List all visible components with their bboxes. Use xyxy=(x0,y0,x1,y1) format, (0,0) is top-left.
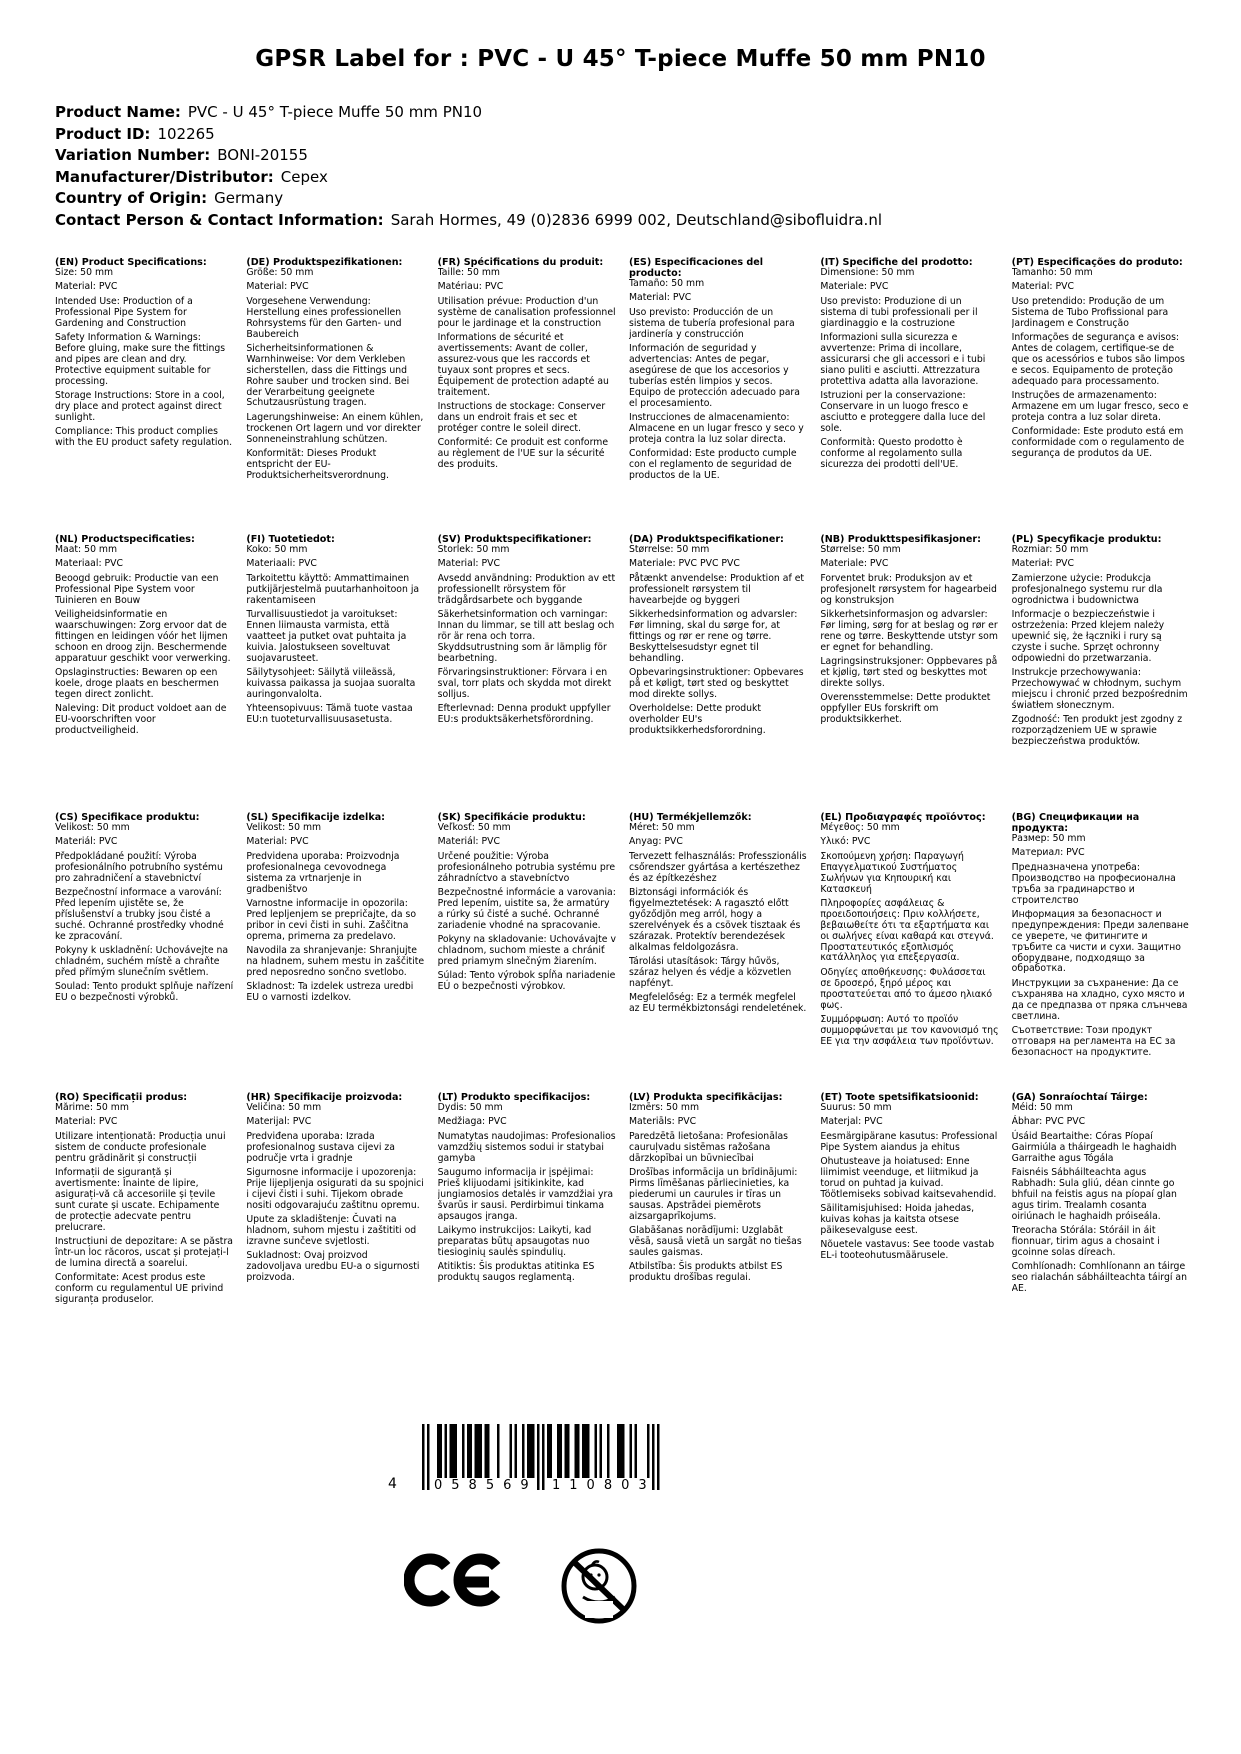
spec-block-sl xyxy=(246,812,424,1092)
spec-paragraph: Material: PVC xyxy=(55,281,118,293)
spec-paragraph: Konformität: Dieses Produkt entspricht der EU-Produktsicherheitsverordnung. xyxy=(246,448,390,481)
spec-block-sv xyxy=(438,534,616,812)
spec-paragraph: Naleving: Dit product voldoet aan de EU-voorschriften voor productveiligheid. xyxy=(55,703,227,737)
spec-paragraph: Určené použitie: Výroba profesionálneho potrubia systému pre záhradníctvo a stavebníctvo xyxy=(437,850,616,884)
spec-paragraph: Tarkoitettu käyttö: Ammattimainen putkijärjestelmä puutarhanhoitoon ja rakentamiseen xyxy=(246,572,420,606)
spec-paragraph: Tamaño: 50 mm xyxy=(628,278,705,289)
spec-paragraph: Conformitate: Acest produs este conform cu regulamentul UE privind siguranța produselor. xyxy=(55,1272,224,1305)
spec-paragraph: Upute za skladištenje: Čuvati na hladnom, suhom mjestu i zaštititi od izravne sunčeve svjetlosti. xyxy=(246,1214,417,1247)
product-info-label: Contact Person & Contact Information: xyxy=(55,210,384,229)
spec-paragraph: Dydis: 50 mm xyxy=(437,1102,503,1113)
spec-paragraph: Paredzētā lietošana: Profesionālas cauruļvadu sistēmas ražošana dārzkopībai un būvniecībai xyxy=(628,1130,789,1164)
spec-paragraph: Forventet bruk: Produksjon av et profesjonelt rørsystem for hagearbeid og konstruksjon xyxy=(820,572,997,606)
spec-paragraph: Materiál: PVC xyxy=(437,836,500,848)
spec-paragraph: Pokyny k uskladnění: Uchovávejte na chladném, suchém místě a chraňte před přímým slunečním světlem. xyxy=(55,945,229,978)
spec-paragraph: Vorgesehene Verwendung: Herstellung eines professionellen Rohrsystems für den Garten- und Baubereich xyxy=(246,295,402,340)
spec-block-da xyxy=(629,534,807,812)
spec-paragraph: Bezpečnostní informace a varování: Před lepením ujistěte se, že příslušenství a trubky jsou čisté a suché. Ochranné prostředky vhodné ke zpracování. xyxy=(55,887,224,942)
spec-block-lv xyxy=(629,1092,807,1392)
spec-paragraph: Méret: 50 mm xyxy=(628,822,695,833)
spec-paragraph: Skladnost: Ta izdelek ustreza uredbi EU o varnosti izdelkov. xyxy=(246,981,414,1004)
spec-paragraph: Sikkerhetsinformasjon og advarsler: Før liming, sørg for at beslag og rør er rene og tørre. Beskyttende utstyr som er egnet for behandling. xyxy=(820,609,998,653)
spec-paragraph: Avsedd användning: Produktion av ett professionellt rörsystem för trädgårdsarbete och byggande xyxy=(437,572,616,606)
spec-block-sk xyxy=(438,812,616,1092)
spec-paragraph: Tárolási utasítások: Tárgy hűvös, száraz helyen és védje a közvetlen napfényt. xyxy=(628,955,792,989)
spec-paragraph: Koko: 50 mm xyxy=(246,544,308,555)
spec-paragraph: Säilitamisjuhised: Hoida jahedas, kuivas kohas ja kaitsta otsese päikesevalguse eest. xyxy=(820,1203,975,1237)
spec-paragraph: Ohutusteave ja hoiatused: Enne liimimist veenduge, et liitmikud ja torud on puhtad ja kuivad. Töötlemiseks sobivad kaitsevahendid. xyxy=(820,1156,997,1200)
barcode-lead-digit: 4 xyxy=(388,1476,397,1492)
product-info-row xyxy=(55,145,1186,167)
spec-paragraph: Größe: 50 mm xyxy=(246,267,314,278)
spec-block-de xyxy=(246,257,424,534)
spec-block-heading: (DA) Produktspecifikationer: xyxy=(628,534,784,545)
spec-paragraph: Предназначена употреба: Производство на професионална тръба за градинарство и строителство xyxy=(1011,861,1176,906)
spec-paragraph: Conformité: Ce produit est conforme au règlement de l'UE sur la sécurité des produits. xyxy=(437,437,609,470)
spec-paragraph: Predviđena uporaba: Izrada profesionalnog sustava cijevi za područje vrta i gradnje xyxy=(246,1130,395,1164)
spec-paragraph: Sikkerhedsinformation og advarsler: Før limning, skal du sørge for, at fittings og rør er rene og tørre. Beskyttelsesudstyr egnet til behandling. xyxy=(628,609,798,664)
spec-block-fr xyxy=(438,257,616,534)
spec-paragraph: Turvallisuustiedot ja varoitukset: Ennen liimausta varmista, että vaatteet ja putket ovat puhtaita ja kuivia. Jalostukseen soveltuvat suojavarusteet. xyxy=(246,609,407,664)
spec-block-heading: (HR) Specifikacije proizvoda: xyxy=(246,1092,403,1103)
spec-paragraph: Påtænkt anvendelse: Produktion af et professionelt rørsystem til havearbejde og byggeri xyxy=(628,572,805,606)
spec-paragraph: Instrucțiuni de depozitare: A se păstra într-un loc răcoros, uscat și protejați-l de lumina directă a soarelui. xyxy=(55,1235,233,1269)
product-info-value: Cepex xyxy=(280,167,328,186)
spec-paragraph: Materiał: PVC xyxy=(1011,558,1075,570)
spec-paragraph: Varnostne informacije in opozorila: Pred lepljenjem se prepričajte, da so pribor in cevi čisti in suhi. Zaščitna oprema, primerna za predelavo. xyxy=(246,897,417,942)
spec-paragraph: Materiale: PVC PVC PVC xyxy=(628,558,740,570)
barcode-left-digits: 058569 xyxy=(434,1478,538,1493)
spec-paragraph: Υλικό: PVC xyxy=(820,836,871,848)
spec-block-heading: (EL) Προδιαγραφές προϊόντος: xyxy=(820,812,986,823)
product-info-value: 102265 xyxy=(157,124,215,143)
spec-block-pt xyxy=(1012,257,1190,534)
spec-paragraph: Πληροφορίες ασφάλειας & προειδοποιήσεις: Πριν κολλήσετε, βεβαιωθείτε ότι τα εξαρτήματα και οι σωλήνες είναι καθαρά και στεγνά. Προστατευτικός εξοπλισμός κατάλληλος για επεξεργασία. xyxy=(820,897,994,964)
spec-paragraph: Velikost: 50 mm xyxy=(55,822,130,833)
spec-block-heading: (LT) Produkto specifikacijos: xyxy=(437,1092,591,1103)
spec-paragraph: Megfelelőség: Ez a termék megfelel az EU termékbiztonsági rendeletének. xyxy=(628,992,807,1015)
spec-block-heading: (FI) Tuotetiedot: xyxy=(246,534,335,545)
spec-paragraph: Suurus: 50 mm xyxy=(820,1102,892,1113)
spec-paragraph: Σκοπούμενη χρήση: Παραγωγή Επαγγελματικού Συστήματος Σωλήνων για Κηπουρική και Κατασκευή xyxy=(820,850,964,895)
spec-paragraph: Förvaringsinstruktioner: Förvara i en sval, torr plats och skydda mot direkt solljus. xyxy=(437,667,612,700)
product-info-row xyxy=(55,102,1186,124)
spec-paragraph: Conformidade: Este produto está em conformidade com o regulamento de segurança de produtos da UE. xyxy=(1011,426,1185,460)
spec-paragraph: Material: PVC xyxy=(55,1116,118,1128)
barcode-right-digits: 110803 xyxy=(552,1478,656,1493)
spec-paragraph: Saugumo informacija ir įspėjimai: Prieš klijuodami įsitikinkite, kad jungiamosios detalės ir vamzdžiai yra švarūs ir sausi. Perdirbimui tinkama apsaugos įranga. xyxy=(437,1167,614,1222)
spec-paragraph: Materiaali: PVC xyxy=(246,558,317,570)
spec-paragraph: Instrucciones de almacenamiento: Almacene en un lugar fresco y seco y proteja contra la luz solar directa. xyxy=(628,411,804,445)
spec-paragraph: Informacje o bezpieczeństwie i ostrzeżenia: Przed klejem należy upewnić się, że łączniki i rury są czyste i suche. Sprzęt ochronny odpowiedni do przetwarzania. xyxy=(1011,609,1165,664)
spec-paragraph: Sicherheitsinformationen & Warnhinweise: Vor dem Verkleben sicherstellen, dass die Fittings und Rohre sauber und trocken sind. Bei der Verarbeitung geeignete Schutzausrüstung tragen. xyxy=(246,342,410,409)
spec-block-heading: (CS) Specifikace produktu: xyxy=(55,812,200,823)
spec-paragraph: Velikost: 50 mm xyxy=(246,822,322,833)
spec-block-heading: (FR) Spécifications du produit: xyxy=(437,257,604,268)
spec-block-heading: (GA) Sonraíochtaí Táirge: xyxy=(1011,1092,1148,1103)
product-info-label: Product ID: xyxy=(55,124,151,143)
spec-paragraph: Drošības informācija un brīdinājumi: Pirms līmēšanas pārliecinieties, ka piederumi un caurules ir tīras un sausas. Apstrādei piemērots aizsargaprīkojums. xyxy=(628,1167,798,1222)
spec-block-heading: (HU) Termékjellemzők: xyxy=(628,812,752,823)
spec-paragraph: Instruções de armazenamento: Armazene em um lugar fresco, seco e proteja contra a luz solar direta. xyxy=(1011,390,1189,423)
spec-paragraph: Conformità: Questo prodotto è conforme al regolamento sulla sicurezza dei prodotti dell'UE. xyxy=(820,437,963,470)
product-info-row xyxy=(55,210,1186,232)
spec-paragraph: Faisnéis Sábháilteachta agus Rabhadh: Sula gliú, déan cinnte go bhfuil na feistis agus na píopaí glan agus tirim. Trealamh cosanta oiriúnach le haghaidh próiseála. xyxy=(1011,1167,1177,1222)
spec-paragraph: Předpokládané použití: Výroba profesionálního potrubního systému pro zahradničení a stavebnictví xyxy=(55,850,223,884)
spec-paragraph: Taille: 50 mm xyxy=(437,267,500,278)
spec-paragraph: Lagringsinstruksjoner: Oppbevares på et kjølig, tørt sted og beskyttes mot direkte sollys. xyxy=(820,656,998,689)
spec-paragraph: Sukladnost: Ovaj proizvod zadovoljava uredbu EU-a o sigurnosti proizvoda. xyxy=(246,1250,420,1284)
product-info-label: Variation Number: xyxy=(55,146,211,164)
spec-block-bg xyxy=(1012,812,1190,1092)
page-title: GPSR Label for : PVC - U 45° T-piece Muffe 50 mm PN10 xyxy=(255,46,986,72)
spec-paragraph: Информация за безопасност и предупреждения: Преди залепване се уверете, че фитингите и тръбите са чисти и сухи. Защитно оборудване, подходящо за обработка. xyxy=(1011,908,1189,975)
spec-paragraph: Laikymo instrukcijos: Laikyti, kad preparatas būtų apsaugotas nuo tiesioginių saulės spindulių. xyxy=(437,1225,592,1258)
spec-paragraph: Yhteensopivuus: Tämä tuote vastaa EU:n tuoteturvallisuusasetusta. xyxy=(246,703,413,726)
spec-paragraph: Uso previsto: Producción de un sistema de tubería profesional para jardinería y construcción xyxy=(628,306,795,340)
spec-paragraph: Veľkosť: 50 mm xyxy=(437,822,511,833)
spec-paragraph: Size: 50 mm xyxy=(55,267,114,278)
spec-paragraph: Eesmärgipärane kasutus: Professional Pipe System aiandus ja ehitus xyxy=(820,1130,998,1153)
spec-block-heading: (NB) Produkttspesifikasjoner: xyxy=(820,534,981,545)
spec-block-heading: (ES) Especificaciones del producto: xyxy=(628,257,764,279)
spec-paragraph: Materiale: PVC xyxy=(820,558,889,570)
spec-block-hu xyxy=(629,812,807,1092)
spec-paragraph: Informations de sécurité et avertissements: Avant de coller, assurez-vous que les raccords et tuyaux sont propres et secs. Équipement de protection adapté au traitement. xyxy=(437,332,609,398)
spec-block-fi xyxy=(246,534,424,812)
product-info-row xyxy=(55,188,1186,210)
spec-block-heading: (SV) Produktspecifikationer: xyxy=(437,534,592,545)
spec-paragraph: Zamierzone użycie: Produkcja profesjonalnego systemu rur dla ogrodnictwa i budownictwa xyxy=(1011,572,1163,606)
spec-block-heading: (SL) Specifikacije izdelka: xyxy=(246,812,386,823)
product-info-list xyxy=(55,102,1186,231)
spec-paragraph: Comhlíonadh: Comhlíonann an táirge seo rialachán sábháilteachta táirgí an AE. xyxy=(1011,1261,1187,1295)
barcode xyxy=(388,1424,678,1506)
spec-paragraph: Tervezett felhasználás: Professzionális csőrendszer gyártása a kertészethez és az építkezéshez xyxy=(628,850,807,884)
spec-block-it xyxy=(820,257,998,534)
spec-paragraph: Biztonsági információk és figyelmeztetések: A ragasztó előtt győződjön meg arról, hogy a szerelvények és a csövek tisztaak és szárazak. Protektív berendezések alkalmas feldolgozásra. xyxy=(628,887,801,953)
spec-paragraph: Efterlevnad: Denna produkt uppfyller EU:s produktsäkerhetsförordning. xyxy=(437,703,611,726)
spec-block-ga xyxy=(1012,1092,1190,1392)
spec-grid xyxy=(55,257,1190,1392)
spec-paragraph: Størrelse: 50 mm xyxy=(628,544,710,555)
spec-paragraph: Glabāšanas norādījumi: Uzglabāt vēsā, sausā vietā un sargāt no tiešas saules gaismas. xyxy=(628,1225,802,1258)
spec-block-es xyxy=(629,257,807,534)
spec-paragraph: Utilizare intenționată: Producția unui sistem de conducte profesionale pentru grădinărit și construcții xyxy=(55,1130,226,1164)
spec-paragraph: Opbevaringsinstruktioner: Opbevares på et køligt, tørt sted og beskyttet mod direkte sollys. xyxy=(628,667,804,700)
spec-paragraph: Material: PVC xyxy=(1011,281,1074,293)
spec-block-pl xyxy=(1012,534,1190,812)
spec-paragraph: Storage Instructions: Store in a cool, dry place and protect against direct sunlight. xyxy=(55,390,225,423)
product-info-value: PVC - U 45° T-piece Muffe 50 mm PN10 xyxy=(187,103,483,121)
product-info-label: Country of Origin: xyxy=(55,189,208,207)
spec-paragraph: Zgodność: Ten produkt jest zgodny z rozporządzeniem UE w sprawie bezpieczeństwa produktów. xyxy=(1011,714,1183,747)
spec-paragraph: Sigurnosne informacije i upozorenja: Prije lijepljenja osigurati da su spojnici i cijevi čisti i suhi. Tijekom obrade nositi odgovarajuću zaštitnu opremu. xyxy=(246,1167,424,1211)
product-info-value: BONI-20155 xyxy=(217,146,308,164)
spec-paragraph: Informazioni sulla sicurezza e avvertenze: Prima di incollare, assicurarsi che gli accessori e i tubi siano puliti e asciutti. Attrezzatura protettiva adatta alla lavorazione. xyxy=(820,332,986,387)
spec-paragraph: Ábhar: PVC PVC xyxy=(1011,1116,1086,1128)
spec-paragraph: Overholdelse: Dette produkt overholder EU's produktsikkerhedsforordning. xyxy=(628,703,766,737)
spec-paragraph: Informações de segurança e avisos: Antes de colagem, certifique-se de que os acessórios e tubos são limpos e secos. Equipamento de proteção adequado para processamento. xyxy=(1011,332,1185,387)
ce-mark-icon xyxy=(404,1550,506,1614)
product-info-value: Sarah Hormes, 49 (0)2836 6999 002, Deutschland@sibofluidra.nl xyxy=(390,210,882,229)
spec-paragraph: Atitiktis: Šis produktas atitinka ES produktų saugos reglamentą. xyxy=(437,1261,595,1284)
spec-paragraph: Predvidena uporaba: Proizvodnja profesionalnega cevovodnega sistema za vrtnarjenje in gradbeništvo xyxy=(246,850,400,895)
spec-paragraph: Maat: 50 mm xyxy=(55,544,118,555)
spec-paragraph: Materiale: PVC xyxy=(820,281,889,293)
spec-paragraph: Material: PVC xyxy=(246,836,309,848)
spec-paragraph: Mărime: 50 mm xyxy=(55,1102,129,1113)
spec-paragraph: Material: PVC xyxy=(437,558,500,570)
spec-block-heading: (EN) Product Specifications: xyxy=(55,257,207,268)
age-warning-icon xyxy=(558,1545,640,1627)
spec-paragraph: Matériau: PVC xyxy=(437,281,504,293)
product-info-value: Germany xyxy=(214,189,284,207)
product-info-row xyxy=(55,124,1186,146)
spec-paragraph: Úsáid Beartaithe: Córas Píopaí Gairmiúla a tháirgeadh le haghaidh Garraithe agus Tógála xyxy=(1011,1130,1177,1164)
spec-paragraph: Informații de siguranță și avertismente: Înainte de lipire, asigurați-vă că accesoriile și țevile sunt curate și uscate. Echipamente de protecție adecvate pentru prelucrare. xyxy=(55,1167,220,1233)
spec-paragraph: Treoracha Stórála: Stóráil in áit fionnuar, tirim agus a chosaint i gcoinne solas díreach. xyxy=(1011,1225,1160,1258)
spec-block-heading: (PT) Especificações do produto: xyxy=(1011,257,1183,268)
spec-paragraph: Материал: PVC xyxy=(1011,847,1085,859)
spec-paragraph: Storlek: 50 mm xyxy=(437,544,510,555)
spec-block-heading: (RO) Specificații produs: xyxy=(55,1092,188,1103)
spec-paragraph: Säilytysohjeet: Säilytä viileässä, kuivassa paikassa ja suojaa suoralta auringonvalolta. xyxy=(246,667,416,700)
spec-paragraph: Istruzioni per la conservazione: Conservare in un luogo fresco e asciutto e proteggere dalla luce del sole. xyxy=(820,390,986,434)
spec-paragraph: Materjal: PVC xyxy=(820,1116,883,1128)
spec-block-nl xyxy=(55,534,233,812)
spec-paragraph: Navodila za shranjevanje: Shranjujte na hladnem, suhem mestu in zaščitite pred neposredno sončno svetlobo. xyxy=(246,945,425,978)
spec-paragraph: Materijal: PVC xyxy=(246,1116,312,1128)
spec-paragraph: Veiligheidsinformatie en waarschuwingen: Zorg ervoor dat de fittingen en leidingen vóór het lijmen schoon en droog zijn. Beschermende apparatuur geschikt voor verwerking. xyxy=(55,609,231,664)
spec-block-heading: (PL) Specyfikacje produktu: xyxy=(1011,534,1162,545)
spec-paragraph: Instrukcje przechowywania: Przechowywać w chłodnym, suchym miejscu i chronić przed bezpośrednim światłem słonecznym. xyxy=(1011,667,1188,711)
spec-paragraph: Συμμόρφωση: Αυτό το προϊόν συμμορφώνεται με τον κανονισμό της ΕΕ για την ασφάλεια των προϊόντων. xyxy=(820,1014,999,1047)
spec-paragraph: Méid: 50 mm xyxy=(1011,1102,1073,1113)
spec-block-heading: (NL) Productspecificaties: xyxy=(55,534,195,545)
spec-paragraph: Dimensione: 50 mm xyxy=(820,267,915,278)
spec-paragraph: Medžiaga: PVC xyxy=(437,1116,507,1128)
spec-paragraph: Material: PVC xyxy=(246,281,309,293)
spec-paragraph: Súlad: Tento výrobok spĺňa nariadenie EÚ o bezpečnosti výrobkov. xyxy=(437,970,616,993)
spec-block-nb xyxy=(820,534,998,812)
spec-paragraph: Overensstemmelse: Dette produktet oppfyller EUs forskrift om produktsikkerhet. xyxy=(820,692,991,726)
spec-paragraph: Pokyny na skladovanie: Uchovávajte v chladnom, suchom mieste a chrániť pred priamym slnečným žiarením. xyxy=(437,934,616,967)
spec-paragraph: Μέγεθος: 50 mm xyxy=(820,822,900,833)
spec-paragraph: Lagerungshinweise: An einem kühlen, trockenen Ort lagern und vor direkter Sonneneinstrahlung schützen. xyxy=(246,411,424,445)
spec-block-heading: (SK) Špecifikácie produktu: xyxy=(437,812,586,823)
spec-paragraph: Размер: 50 mm xyxy=(1011,833,1086,844)
spec-paragraph: Conformidad: Este producto cumple con el reglamento de seguridad de productos de la UE. xyxy=(628,448,797,481)
spec-paragraph: Tamanho: 50 mm xyxy=(1011,267,1093,278)
spec-paragraph: Съответствие: Този продукт отговаря на регламента на ЕС за безопасност на продуктите. xyxy=(1011,1025,1176,1058)
spec-block-heading: (LV) Produkta specifikācijas: xyxy=(628,1092,783,1103)
spec-paragraph: Uso pretendido: Produção de um Sistema de Tubo Profissional para Jardinagem e Construção xyxy=(1011,295,1169,329)
spec-block-cs xyxy=(55,812,233,1092)
spec-block-lt xyxy=(438,1092,616,1392)
spec-paragraph: Información de seguridad y advertencias: Antes de pegar, asegúrese de que los accesorios y tuberías estén limpios y secos. Equipo de protección adecuado para el procesamiento. xyxy=(628,343,800,409)
product-info-row xyxy=(55,167,1186,189)
spec-paragraph: Soulad: Tento produkt splňuje nařízení EU o bezpečnosti výrobků. xyxy=(55,981,234,1004)
spec-paragraph: Atbilstība: Šis produkts atbilst ES produktu drošības regulai. xyxy=(628,1261,783,1284)
spec-paragraph: Veličina: 50 mm xyxy=(246,1102,322,1113)
spec-block-el xyxy=(820,812,998,1092)
spec-paragraph: Materiál: PVC xyxy=(55,836,118,848)
spec-paragraph: Opslaginstructies: Bewaren op een koele, droge plaats en beschermen tegen direct zonlicht. xyxy=(55,667,219,700)
product-info-label: Product Name: xyxy=(55,103,181,121)
spec-paragraph: Säkerhetsinformation och varningar: Innan du limmar, se till att beslag och rör är rena och torra. Skyddsutrustning som är lämplig för bearbetning. xyxy=(437,609,615,664)
spec-block-heading: (ET) Toote spetsifikatsioonid: xyxy=(820,1092,979,1103)
spec-block-heading: (IT) Specifiche del prodotto: xyxy=(820,257,973,268)
spec-block-heading: (DE) Produktspezifikationen: xyxy=(246,257,403,268)
spec-paragraph: Nõuetele vastavus: See toode vastab EL-i tooteohutusmäärusele. xyxy=(820,1239,995,1262)
spec-paragraph: Uso previsto: Produzione di un sistema di tubi professionali per il giardinaggio e la costruzione xyxy=(820,295,978,329)
spec-block-hr xyxy=(246,1092,424,1392)
spec-block-en xyxy=(55,257,233,534)
spec-paragraph: Safety Information & Warnings: Before gluing, make sure the fittings and pipes are clean and dry. Protective equipment suitable for processing. xyxy=(55,332,226,387)
spec-paragraph: Størrelse: 50 mm xyxy=(820,544,901,555)
spec-paragraph: Izmērs: 50 mm xyxy=(628,1102,700,1113)
product-info-label: Manufacturer/Distributor: xyxy=(55,167,274,186)
spec-paragraph: Materiaal: PVC xyxy=(55,558,124,570)
spec-paragraph: Numatytas naudojimas: Profesionalios vamzdžių sistemos sodui ir statybai gamyba xyxy=(437,1130,616,1164)
spec-paragraph: Rozmiar: 50 mm xyxy=(1011,544,1089,555)
spec-paragraph: Material: PVC xyxy=(628,292,692,304)
spec-block-et xyxy=(820,1092,998,1392)
spec-paragraph: Инструкции за съхранение: Да се съхранява на хладно, сухо място и да се предпазва от пряка слънчева светлина. xyxy=(1011,977,1188,1022)
spec-paragraph: Οδηγίες αποθήκευσης: Φυλάσσεται σε δροσερό, ξηρό μέρος και προστατεύεται από το άμεσο ηλιακό φως. xyxy=(820,966,993,1011)
spec-block-heading: (BG) Спецификации на продукта: xyxy=(1011,812,1140,834)
spec-paragraph: Intended Use: Production of a Professional Pipe System for Gardening and Construction xyxy=(55,295,193,329)
spec-paragraph: Bezpečnostné informácie a varovania: Pred lepením, uistite sa, že armatúry a rúrky sú čisté a suché. Ochranné zariadenie vhodné na spracovanie. xyxy=(437,887,616,931)
spec-paragraph: Utilisation prévue: Production d'un système de canalisation professionnel pour le jardinage et la construction xyxy=(437,295,616,329)
spec-paragraph: Instructions de stockage: Conserver dans un endroit frais et sec et protéger contre le soleil direct. xyxy=(437,400,606,434)
spec-paragraph: Beoogd gebruik: Productie van een Professional Pipe System voor Tuinieren en Bouw xyxy=(55,572,219,606)
spec-paragraph: Compliance: This product complies with the EU product safety regulation. xyxy=(55,426,233,449)
spec-paragraph: Anyag: PVC xyxy=(628,836,683,848)
spec-block-ro xyxy=(55,1092,233,1392)
spec-paragraph: Materiāls: PVC xyxy=(628,1116,697,1128)
